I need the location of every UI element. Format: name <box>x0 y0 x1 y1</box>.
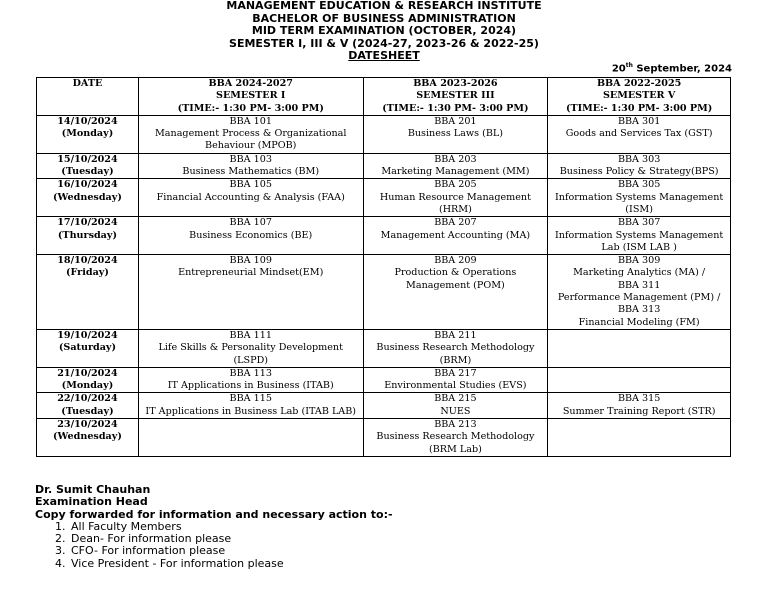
subject-code: BBA 305 <box>617 179 661 191</box>
subject-code: BBA 303 <box>617 153 661 165</box>
date-cell <box>37 179 139 217</box>
column-header <box>363 78 548 116</box>
subject-code: BBA 311 <box>617 279 661 291</box>
subject-name: Entrepreneurial Mindset(EM) <box>178 267 324 279</box>
column-header <box>37 78 139 116</box>
subject-cell <box>138 329 363 367</box>
subject-name: Financial Modeling (FM) <box>578 316 700 328</box>
column-header-line: SEMESTER V <box>602 90 676 102</box>
table-row <box>37 329 731 367</box>
exam-day: (Wednesday) <box>53 431 122 443</box>
subject-cell <box>363 153 548 179</box>
subject-code: BBA 313 <box>617 304 661 316</box>
date-cell <box>37 329 139 367</box>
date-cell <box>37 393 139 419</box>
subject-name: Human Resource Management (HRM) <box>379 191 531 215</box>
exam-date: 21/10/2024 <box>57 367 118 379</box>
column-header-line: BBA 2022-2025 <box>596 78 682 89</box>
subject-cell <box>548 255 731 330</box>
subject-code: BBA 105 <box>229 179 272 191</box>
date-cell <box>37 255 139 330</box>
subject-name: Business Laws (BL) <box>407 128 503 140</box>
subject-cell <box>138 115 363 153</box>
column-header <box>548 78 731 116</box>
subject-cell <box>138 179 363 217</box>
table-row <box>37 255 731 330</box>
subject-cell <box>548 179 731 217</box>
recipient-item: 1. All Faculty Members <box>69 521 393 533</box>
recipient-item: 4. Vice President - For information please <box>69 558 393 570</box>
subject-name: Life Skills & Personality Development (LSPD) <box>158 342 343 366</box>
issue-date-rest: September, 2024 <box>632 63 732 75</box>
exam-day: (Friday) <box>66 267 109 279</box>
table-row <box>37 217 731 255</box>
subject-name: Information Systems Management Lab (ISM LAB ) <box>555 229 724 253</box>
signatory-name: Dr. Sumit Chauhan <box>35 483 151 496</box>
subject-code: BBA 213 <box>434 419 477 431</box>
subject-cell <box>363 329 548 367</box>
subject-cell <box>548 217 731 255</box>
program-name: BACHELOR OF BUSINESS ADMINISTRATION <box>252 11 516 25</box>
date-cell <box>37 153 139 179</box>
subject-cell <box>363 255 548 330</box>
issue-date-day: 20 <box>611 63 626 75</box>
column-header-line: SEMESTER I <box>216 90 286 102</box>
subject-cell <box>363 393 548 419</box>
subject-name: Environmental Studies (EVS) <box>384 380 527 392</box>
subject-code: BBA 201 <box>434 115 477 127</box>
column-header-line: (TIME:- 1:30 PM- 3:00 PM) <box>565 102 713 114</box>
subject-cell <box>548 419 731 457</box>
subject-name: NUES <box>440 405 471 417</box>
subject-cell <box>548 329 731 367</box>
subject-cell <box>363 419 548 457</box>
institute-name: MANAGEMENT EDUCATION & RESEARCH INSTITUTE <box>226 0 542 12</box>
subject-code: BBA 203 <box>434 153 477 165</box>
exam-date: 15/10/2024 <box>57 153 118 165</box>
recipient-item: 3. CFO- For information please <box>69 545 393 557</box>
subject-name: Management Accounting (MA) <box>380 229 531 241</box>
column-header <box>138 78 363 116</box>
exam-day: (Tuesday) <box>61 166 114 178</box>
exam-date: 16/10/2024 <box>57 179 118 191</box>
subject-code: BBA 115 <box>229 393 272 405</box>
column-header-line: BBA 2023-2026 <box>413 78 498 89</box>
datesheet-title: DATESHEET <box>348 49 420 62</box>
exam-date: 23/10/2024 <box>57 419 118 431</box>
subject-code: BBA 301 <box>617 115 661 127</box>
subject-name: Business Research Methodology (BRM) <box>376 342 535 366</box>
subject-code: BBA 103 <box>229 153 272 165</box>
subject-cell <box>138 367 363 393</box>
recipient-list <box>35 521 393 570</box>
subject-name: Management Process & Organizational Behaviour (MPOB) <box>154 128 347 152</box>
exam-date: 18/10/2024 <box>57 255 118 267</box>
subject-cell <box>548 393 731 419</box>
subject-name: Business Policy & Strategy(BPS) <box>559 166 719 178</box>
subject-cell <box>138 153 363 179</box>
subject-name: Marketing Analytics (MA) / <box>573 267 706 279</box>
subject-code: BBA 211 <box>434 329 477 341</box>
copy-forward-line: Copy forwarded for information and necessary action to:- <box>35 507 393 521</box>
column-header-line: DATE <box>72 78 103 89</box>
exam-day: (Monday) <box>61 380 114 392</box>
subject-cell <box>548 367 731 393</box>
exam-day: (Tuesday) <box>61 405 114 417</box>
subject-cell <box>138 393 363 419</box>
table-row <box>37 393 731 419</box>
date-cell <box>37 217 139 255</box>
subject-name: IT Applications in Business Lab (ITAB LAB) <box>145 405 357 417</box>
subject-code: BBA 111 <box>229 329 272 341</box>
date-cell <box>37 115 139 153</box>
subject-cell <box>363 367 548 393</box>
column-header-line: (TIME:- 1:30 PM- 3:00 PM) <box>382 102 529 114</box>
exam-date: 22/10/2024 <box>57 393 118 405</box>
subject-code: BBA 109 <box>229 255 272 267</box>
subject-code: BBA 209 <box>434 255 477 267</box>
exam-day: (Saturday) <box>58 342 117 354</box>
exam-title: MID TERM EXAMINATION (OCTOBER, 2024) <box>251 24 517 37</box>
subject-code: BBA 205 <box>434 179 477 191</box>
subject-name: Performance Management (PM) / <box>557 292 721 304</box>
table-row <box>37 153 731 179</box>
document-header <box>0 0 768 63</box>
signatory-designation: Examination Head <box>35 495 148 509</box>
subject-name: Marketing Management (MM) <box>381 166 530 178</box>
exam-day: (Monday) <box>61 128 114 140</box>
recipient-item: 2. Dean- For information please <box>69 533 393 545</box>
issue-date-suffix: th <box>625 62 633 69</box>
subject-cell <box>363 115 548 153</box>
exam-date: 19/10/2024 <box>57 329 118 341</box>
subject-name: Business Mathematics (BM) <box>182 166 320 178</box>
subject-code: BBA 113 <box>229 367 272 379</box>
date-cell <box>37 419 139 457</box>
exam-date: 17/10/2024 <box>57 217 118 229</box>
column-header-line: BBA 2024-2027 <box>208 78 293 89</box>
exam-day: (Thursday) <box>57 229 118 241</box>
subject-name: Information Systems Management (ISM) <box>555 191 724 215</box>
table-body <box>37 115 731 456</box>
subject-code: BBA 307 <box>617 217 661 229</box>
subject-cell <box>138 217 363 255</box>
exam-day: (Wednesday) <box>53 191 122 203</box>
subject-code: BBA 309 <box>617 255 661 267</box>
subject-cell <box>138 255 363 330</box>
subject-name: Summer Training Report (STR) <box>562 405 716 417</box>
subject-name: IT Applications in Business (ITAB) <box>167 380 334 392</box>
subject-name: Goods and Services Tax (GST) <box>565 128 713 140</box>
subject-code: BBA 315 <box>617 393 661 405</box>
subject-code: BBA 207 <box>434 217 477 229</box>
subject-code: BBA 217 <box>434 367 477 379</box>
subject-cell <box>548 153 731 179</box>
semester-line: SEMESTER I, III & V (2024-27, 2023-26 & 2022-25) <box>229 36 539 50</box>
table-row <box>37 367 731 393</box>
subject-code: BBA 101 <box>229 115 272 127</box>
table-row <box>37 419 731 457</box>
subject-cell <box>138 419 363 457</box>
column-header-line: (TIME:- 1:30 PM- 3:00 PM) <box>177 102 324 114</box>
subject-cell <box>363 179 548 217</box>
subject-code: BBA 215 <box>434 393 477 405</box>
subject-name: Business Research Methodology (BRM Lab) <box>376 431 535 455</box>
subject-name: Production & Operations Management (POM) <box>394 267 517 291</box>
subject-name: Financial Accounting & Analysis (FAA) <box>156 191 345 203</box>
subject-code: BBA 107 <box>229 217 272 229</box>
exam-date: 14/10/2024 <box>57 115 118 127</box>
issue-date <box>612 62 732 74</box>
footer <box>35 484 393 570</box>
date-cell <box>37 367 139 393</box>
column-header-line: SEMESTER III <box>416 90 495 102</box>
table-row <box>37 179 731 217</box>
subject-cell <box>363 217 548 255</box>
subject-cell <box>548 115 731 153</box>
subject-name: Business Economics (BE) <box>189 229 313 241</box>
datesheet-table <box>36 77 731 457</box>
table-header-row <box>37 78 731 116</box>
table-row <box>37 115 731 153</box>
